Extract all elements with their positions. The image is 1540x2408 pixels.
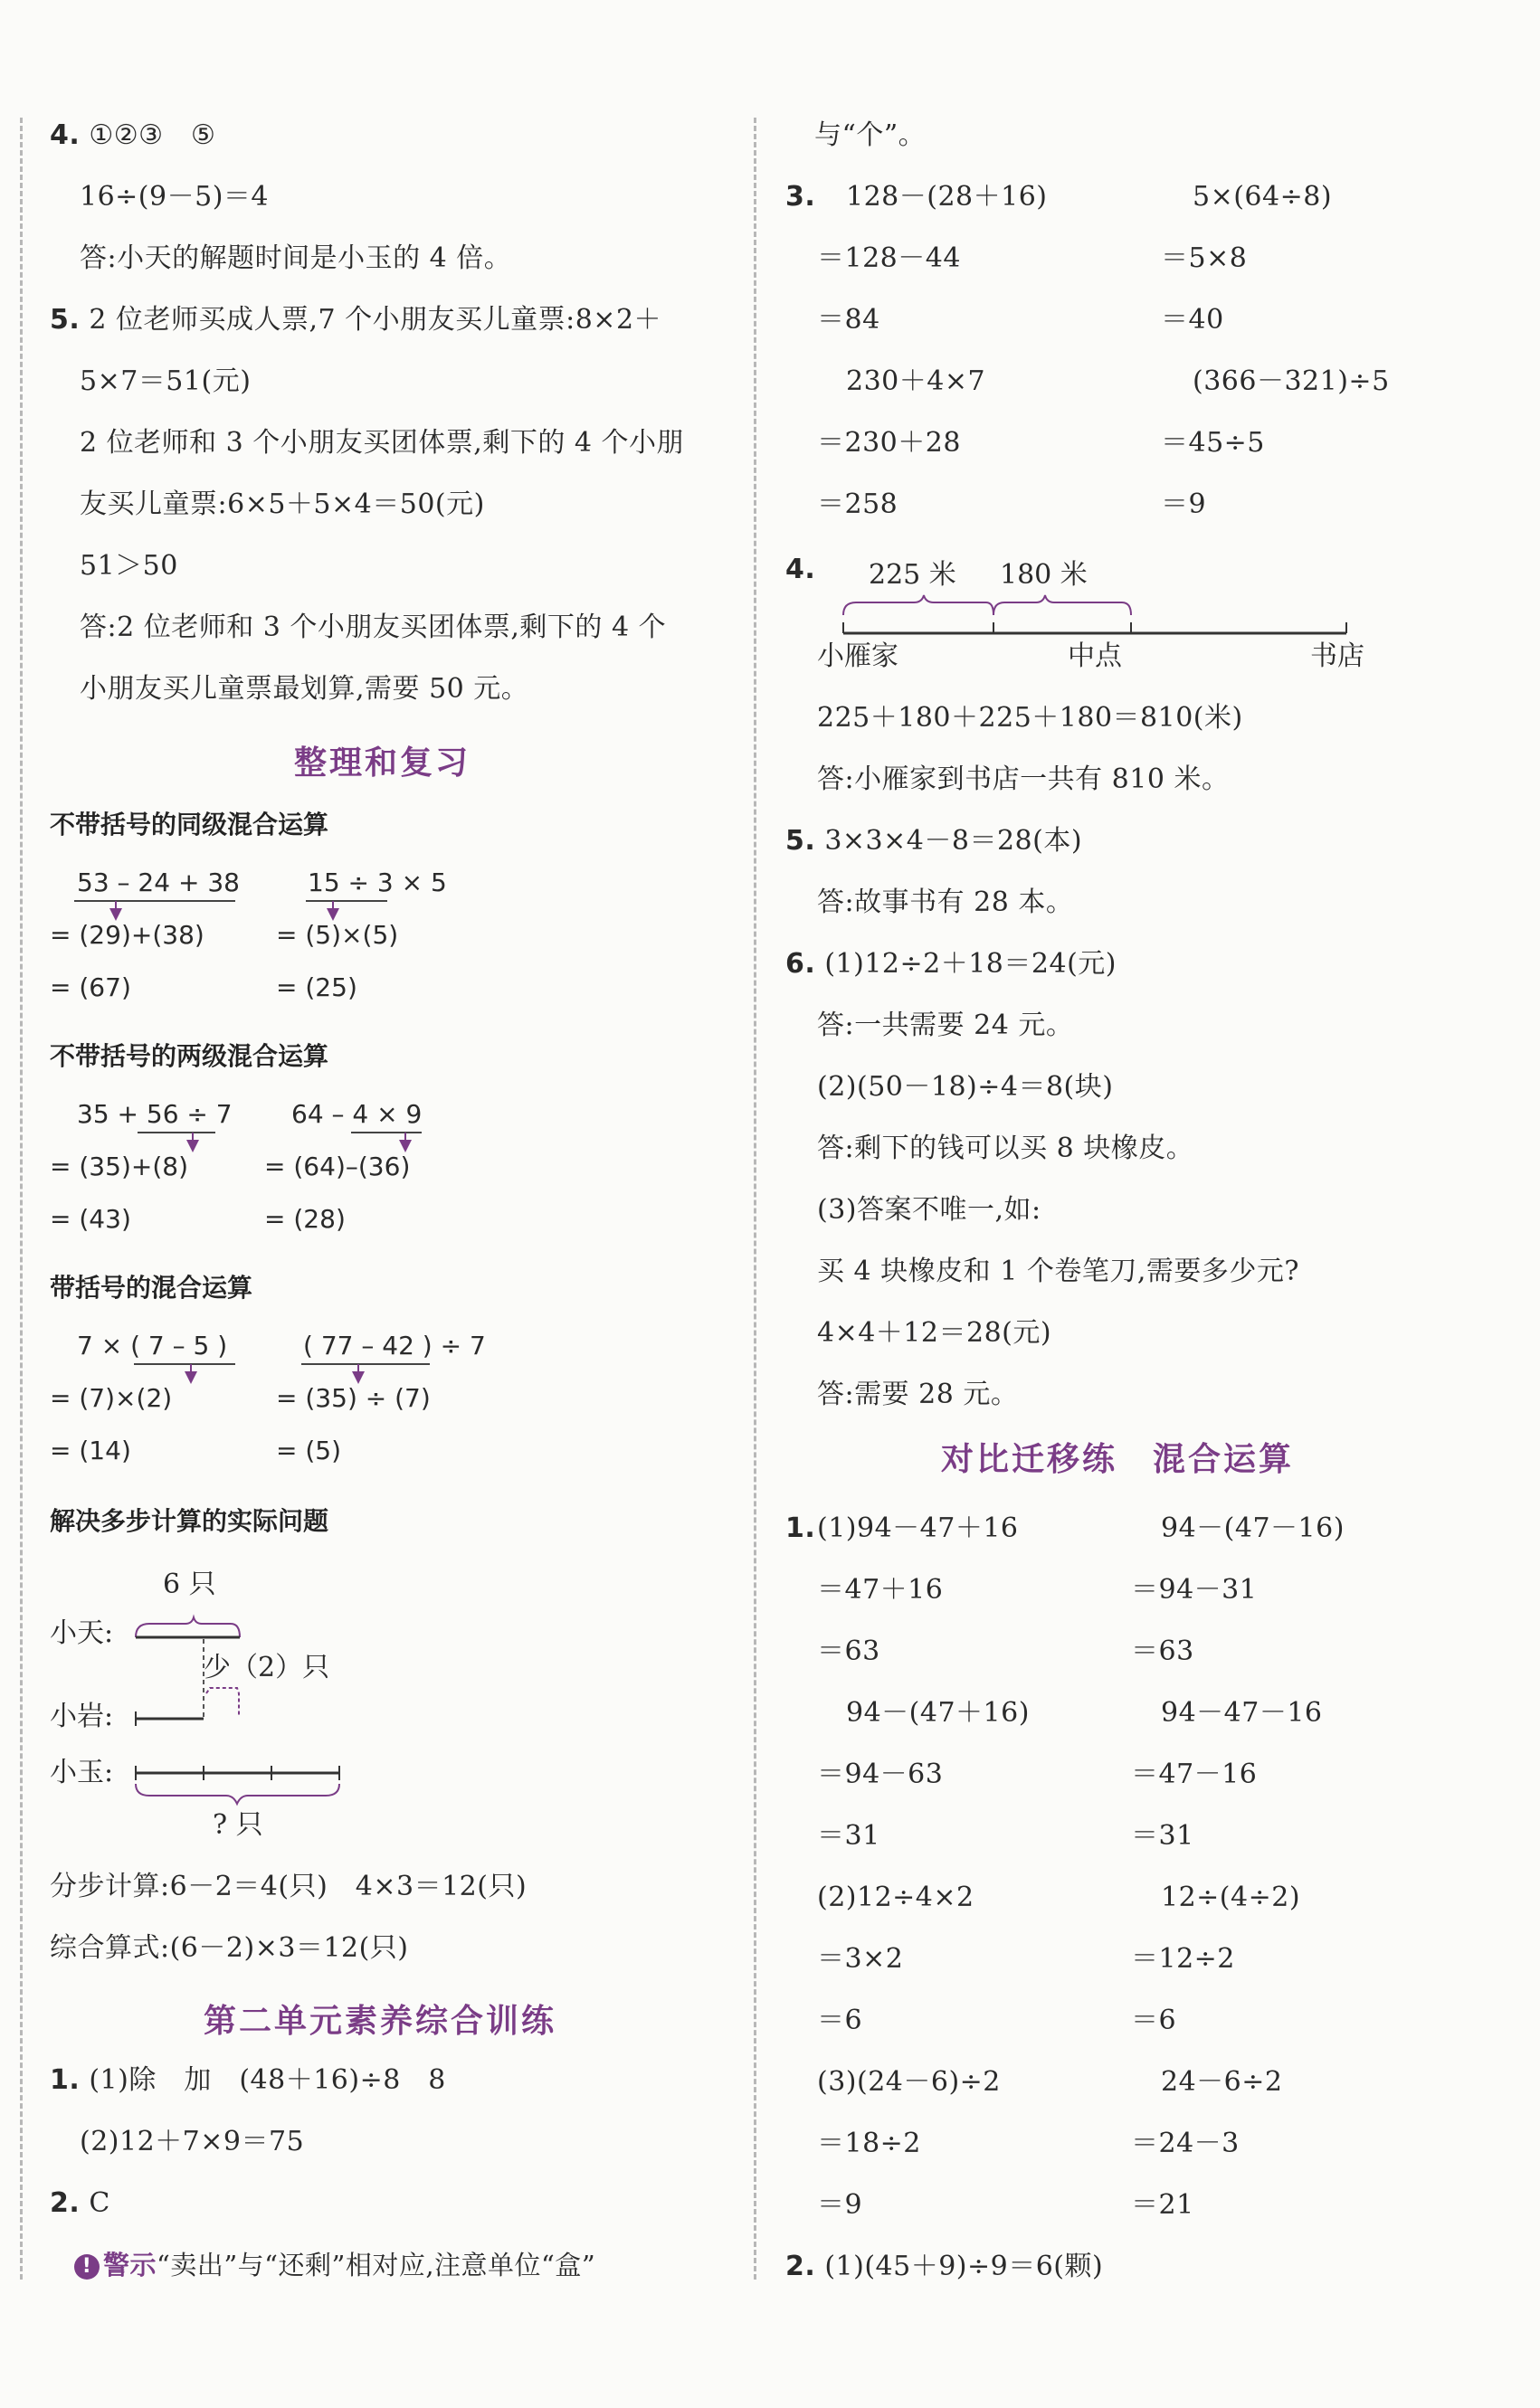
- r4-label-180: 180 米: [1000, 559, 1088, 591]
- rr2-line1: 2. (1)(45＋9)÷9＝6(颗): [785, 2251, 1104, 2282]
- r6-line6: 买 4 块橡皮和 1 个卷笔刀,需要多少元?: [817, 1256, 1299, 1287]
- brace-225: [843, 595, 993, 615]
- sub1-ex1-underline: [74, 900, 235, 902]
- sub3-ex1-arrow: [185, 1371, 197, 1384]
- section-title-unit2: 第二单元素养综合训练: [204, 2003, 557, 2040]
- u2-line1: 2. C: [50, 2187, 110, 2219]
- rr1-g1: (3)(24－6)÷2: [817, 2066, 1001, 2098]
- brace-180: [993, 595, 1131, 615]
- rr1-c2: ＝94－63: [817, 1759, 944, 1790]
- r4-answer: 答:小雁家到书店一共有 810 米。: [817, 763, 1230, 795]
- r6-line2: 答:一共需要 24 元。: [817, 1010, 1074, 1041]
- sub2-ex1-step2: = (43): [50, 1204, 131, 1234]
- sub3-ex2-expr: ( 77 – 42 ) ÷ 7: [303, 1331, 486, 1360]
- rr1-g3: ＝9: [817, 2189, 863, 2221]
- sub2-ex1-step1: = (35)+(8): [50, 1152, 189, 1181]
- sub3-ex2-underline: [301, 1363, 430, 1365]
- q4-answer-line: 4. ①②③ ⑤: [50, 119, 216, 151]
- diagram-xiaoyu-label: 小玉:: [50, 1757, 114, 1788]
- r3-c2: ＝230＋28: [817, 427, 961, 459]
- sub1-ex2-step1: = (5)×(5): [276, 920, 399, 950]
- sub2-ex1-expr: 35 + 56 ÷ 7: [77, 1099, 233, 1129]
- warning-icon: !: [74, 2254, 100, 2280]
- rr1-e2: ＝3×2: [817, 1943, 904, 1975]
- sub3-ex1-step1: = (7)×(2): [50, 1383, 173, 1413]
- r3-b2: ＝5×8: [1161, 242, 1248, 274]
- r3-a2: ＝128－44: [817, 242, 961, 274]
- r3-c1: 230＋4×7: [846, 365, 986, 397]
- diagram-bottom-label: ? 只: [213, 1809, 263, 1841]
- line-segment-diagram: [127, 1592, 362, 1809]
- q5-line5: 51＞50: [80, 550, 178, 582]
- sub2-ex2-underline: [351, 1132, 422, 1133]
- sub1-ex1-step1: = (29)+(38): [50, 920, 204, 950]
- u1-line1: 1. (1)除 加 (48＋16)÷8 8: [50, 2064, 446, 2096]
- r6-line7: 4×4＋12＝28(元): [817, 1317, 1052, 1349]
- sub1-ex2-step2: = (25): [276, 972, 357, 1002]
- sub1-ex1-step2: = (67): [50, 972, 131, 1002]
- u1-line2: (2)12＋7×9＝75: [80, 2126, 305, 2157]
- r6-line8: 答:需要 28 元。: [817, 1379, 1019, 1410]
- q5-line4: 友买儿童票:6×5＋5×4＝50(元): [80, 488, 485, 520]
- r5-line: 5. 3×3×4－8＝28(本): [785, 825, 1083, 857]
- step-calculation: 分步计算:6－2＝4(只) 4×3＝12(只): [50, 1871, 528, 1902]
- rr1-b2: ＝94－31: [1131, 1574, 1258, 1606]
- sub3-ex1-expr: 7 × ( 7 – 5 ): [77, 1331, 228, 1360]
- left-margin-divider: [20, 118, 23, 2280]
- r3-b3: ＝40: [1161, 304, 1224, 336]
- rr1-d3: ＝31: [1131, 1820, 1194, 1852]
- r3-a3: ＝84: [817, 304, 880, 336]
- r4-num: 4.: [785, 554, 816, 585]
- rr1-c3: ＝31: [817, 1820, 880, 1852]
- continued-text: 与“个”。: [814, 119, 927, 151]
- q5-line6: 答:2 位老师和 3 个小朋友买团体票,剩下的 4 个: [80, 611, 667, 643]
- rr1-f2: ＝12÷2: [1131, 1943, 1235, 1975]
- diagram-less-label: 少（2）只: [204, 1652, 330, 1683]
- r4-label-225: 225 米: [869, 559, 956, 591]
- rr1-h1: 24－6÷2: [1161, 2066, 1283, 2098]
- subheading-two-level: 不带括号的两级混合运算: [50, 1041, 329, 1071]
- sub3-ex2-step2: = (5): [276, 1436, 342, 1465]
- sub1-ex2-expr: 15 ÷ 3 × 5: [308, 867, 447, 897]
- q5-line2: 5×7＝51(元): [80, 365, 252, 397]
- q4-answer-text: 答:小天的解题时间是小玉的 4 倍。: [80, 242, 512, 274]
- top-brace: [136, 1617, 240, 1637]
- sub1-ex1-expr: 53 – 24 + 38: [77, 867, 240, 897]
- sub3-ex1-underline: [134, 1363, 235, 1365]
- r3-a1: 128－(28＋16): [846, 181, 1048, 213]
- q4-equation: 16÷(9－5)＝4: [80, 181, 269, 213]
- subheading-same-level: 不带括号的同级混合运算: [50, 810, 329, 839]
- rr1-d2: ＝47－16: [1131, 1759, 1258, 1790]
- r3-d3: ＝9: [1161, 488, 1207, 520]
- r3-d1: (366－321)÷5: [1193, 365, 1390, 397]
- rr1-e1: (2)12÷4×2: [817, 1882, 974, 1913]
- sub2-ex1-underline: [138, 1132, 215, 1133]
- q5-line7: 小朋友买儿童票最划算,需要 50 元。: [80, 673, 529, 705]
- rr1-c1: 94－(47＋16): [846, 1697, 1030, 1729]
- section-title-review: 整理和复习: [294, 744, 471, 782]
- r4-place-midpoint: 中点: [1068, 640, 1122, 672]
- r5-answer: 答:故事书有 28 本。: [817, 886, 1074, 918]
- r3-c3: ＝258: [817, 488, 898, 520]
- rr1-a1: (1)94－47＋16: [817, 1512, 1019, 1544]
- r3-d2: ＝45÷5: [1161, 427, 1265, 459]
- r4-place-home: 小雁家: [817, 640, 898, 672]
- r4-equation: 225＋180＋225＋180＝810(米): [817, 702, 1243, 734]
- rr1-f3: ＝6: [1131, 2005, 1177, 2036]
- sub3-ex1-step2: = (14): [50, 1436, 131, 1465]
- r3-b1: 5×(64÷8): [1193, 181, 1333, 213]
- rr1-h3: ＝21: [1131, 2189, 1194, 2221]
- subheading-parentheses: 带括号的混合运算: [50, 1273, 253, 1303]
- rr1-b3: ＝63: [1131, 1635, 1194, 1667]
- bottom-brace: [136, 1784, 339, 1804]
- section-title-contrast: 对比迁移练 混合运算: [941, 1441, 1295, 1478]
- r6-line3: (2)(50－18)÷4＝8(块): [817, 1071, 1114, 1103]
- q5-line1: 5. 2 位老师买成人票,7 个小朋友买儿童票:8×2＋: [50, 304, 662, 336]
- diagram-xiaotian-label: 小天:: [50, 1617, 114, 1649]
- rr1-g2: ＝18÷2: [817, 2128, 921, 2159]
- combined-formula: 综合算式:(6－2)×3＝12(只): [50, 1932, 409, 1964]
- rr1-f1: 12÷(4÷2): [1161, 1882, 1301, 1913]
- column-divider: [754, 118, 756, 2280]
- sub1-ex2-underline: [306, 900, 387, 902]
- subheading-multistep: 解决多步计算的实际问题: [50, 1506, 329, 1536]
- rr1-a3: ＝63: [817, 1635, 880, 1667]
- sub2-ex1-arrow: [186, 1140, 199, 1152]
- warning-note: ! 警示“卖出”与“还剩”相对应,注意单位“盒”: [74, 2247, 595, 2283]
- rr1-d1: 94－47－16: [1161, 1697, 1323, 1729]
- r4-place-bookstore: 书店: [1310, 640, 1364, 672]
- rr1-e3: ＝6: [817, 2005, 863, 2036]
- rr1-num: 1.: [785, 1512, 816, 1544]
- sub3-ex2-step1: = (35) ÷ (7): [276, 1383, 431, 1413]
- diagram-xiaoyan-label: 小岩:: [50, 1701, 114, 1732]
- diagram-top-label: 6 只: [163, 1569, 216, 1600]
- r3-num: 3.: [785, 181, 816, 213]
- rr1-a2: ＝47＋16: [817, 1574, 944, 1606]
- r6-line4: 答:剩下的钱可以买 8 块橡皮。: [817, 1133, 1194, 1164]
- rr1-h2: ＝24－3: [1131, 2128, 1240, 2159]
- r6-line5: (3)答案不唯一,如:: [817, 1194, 1041, 1226]
- q5-line3: 2 位老师和 3 个小朋友买团体票,剩下的 4 个小朋: [80, 427, 684, 459]
- sub2-ex2-step2: = (28): [264, 1204, 346, 1234]
- sub2-ex2-step1: = (64)–(36): [264, 1152, 411, 1181]
- r6-line1: 6. (1)12÷2＋18＝24(元): [785, 948, 1117, 980]
- sub2-ex2-expr: 64 – 4 × 9: [291, 1099, 423, 1129]
- rr1-b1: 94－(47－16): [1161, 1512, 1345, 1544]
- less-bracket: [206, 1688, 239, 1717]
